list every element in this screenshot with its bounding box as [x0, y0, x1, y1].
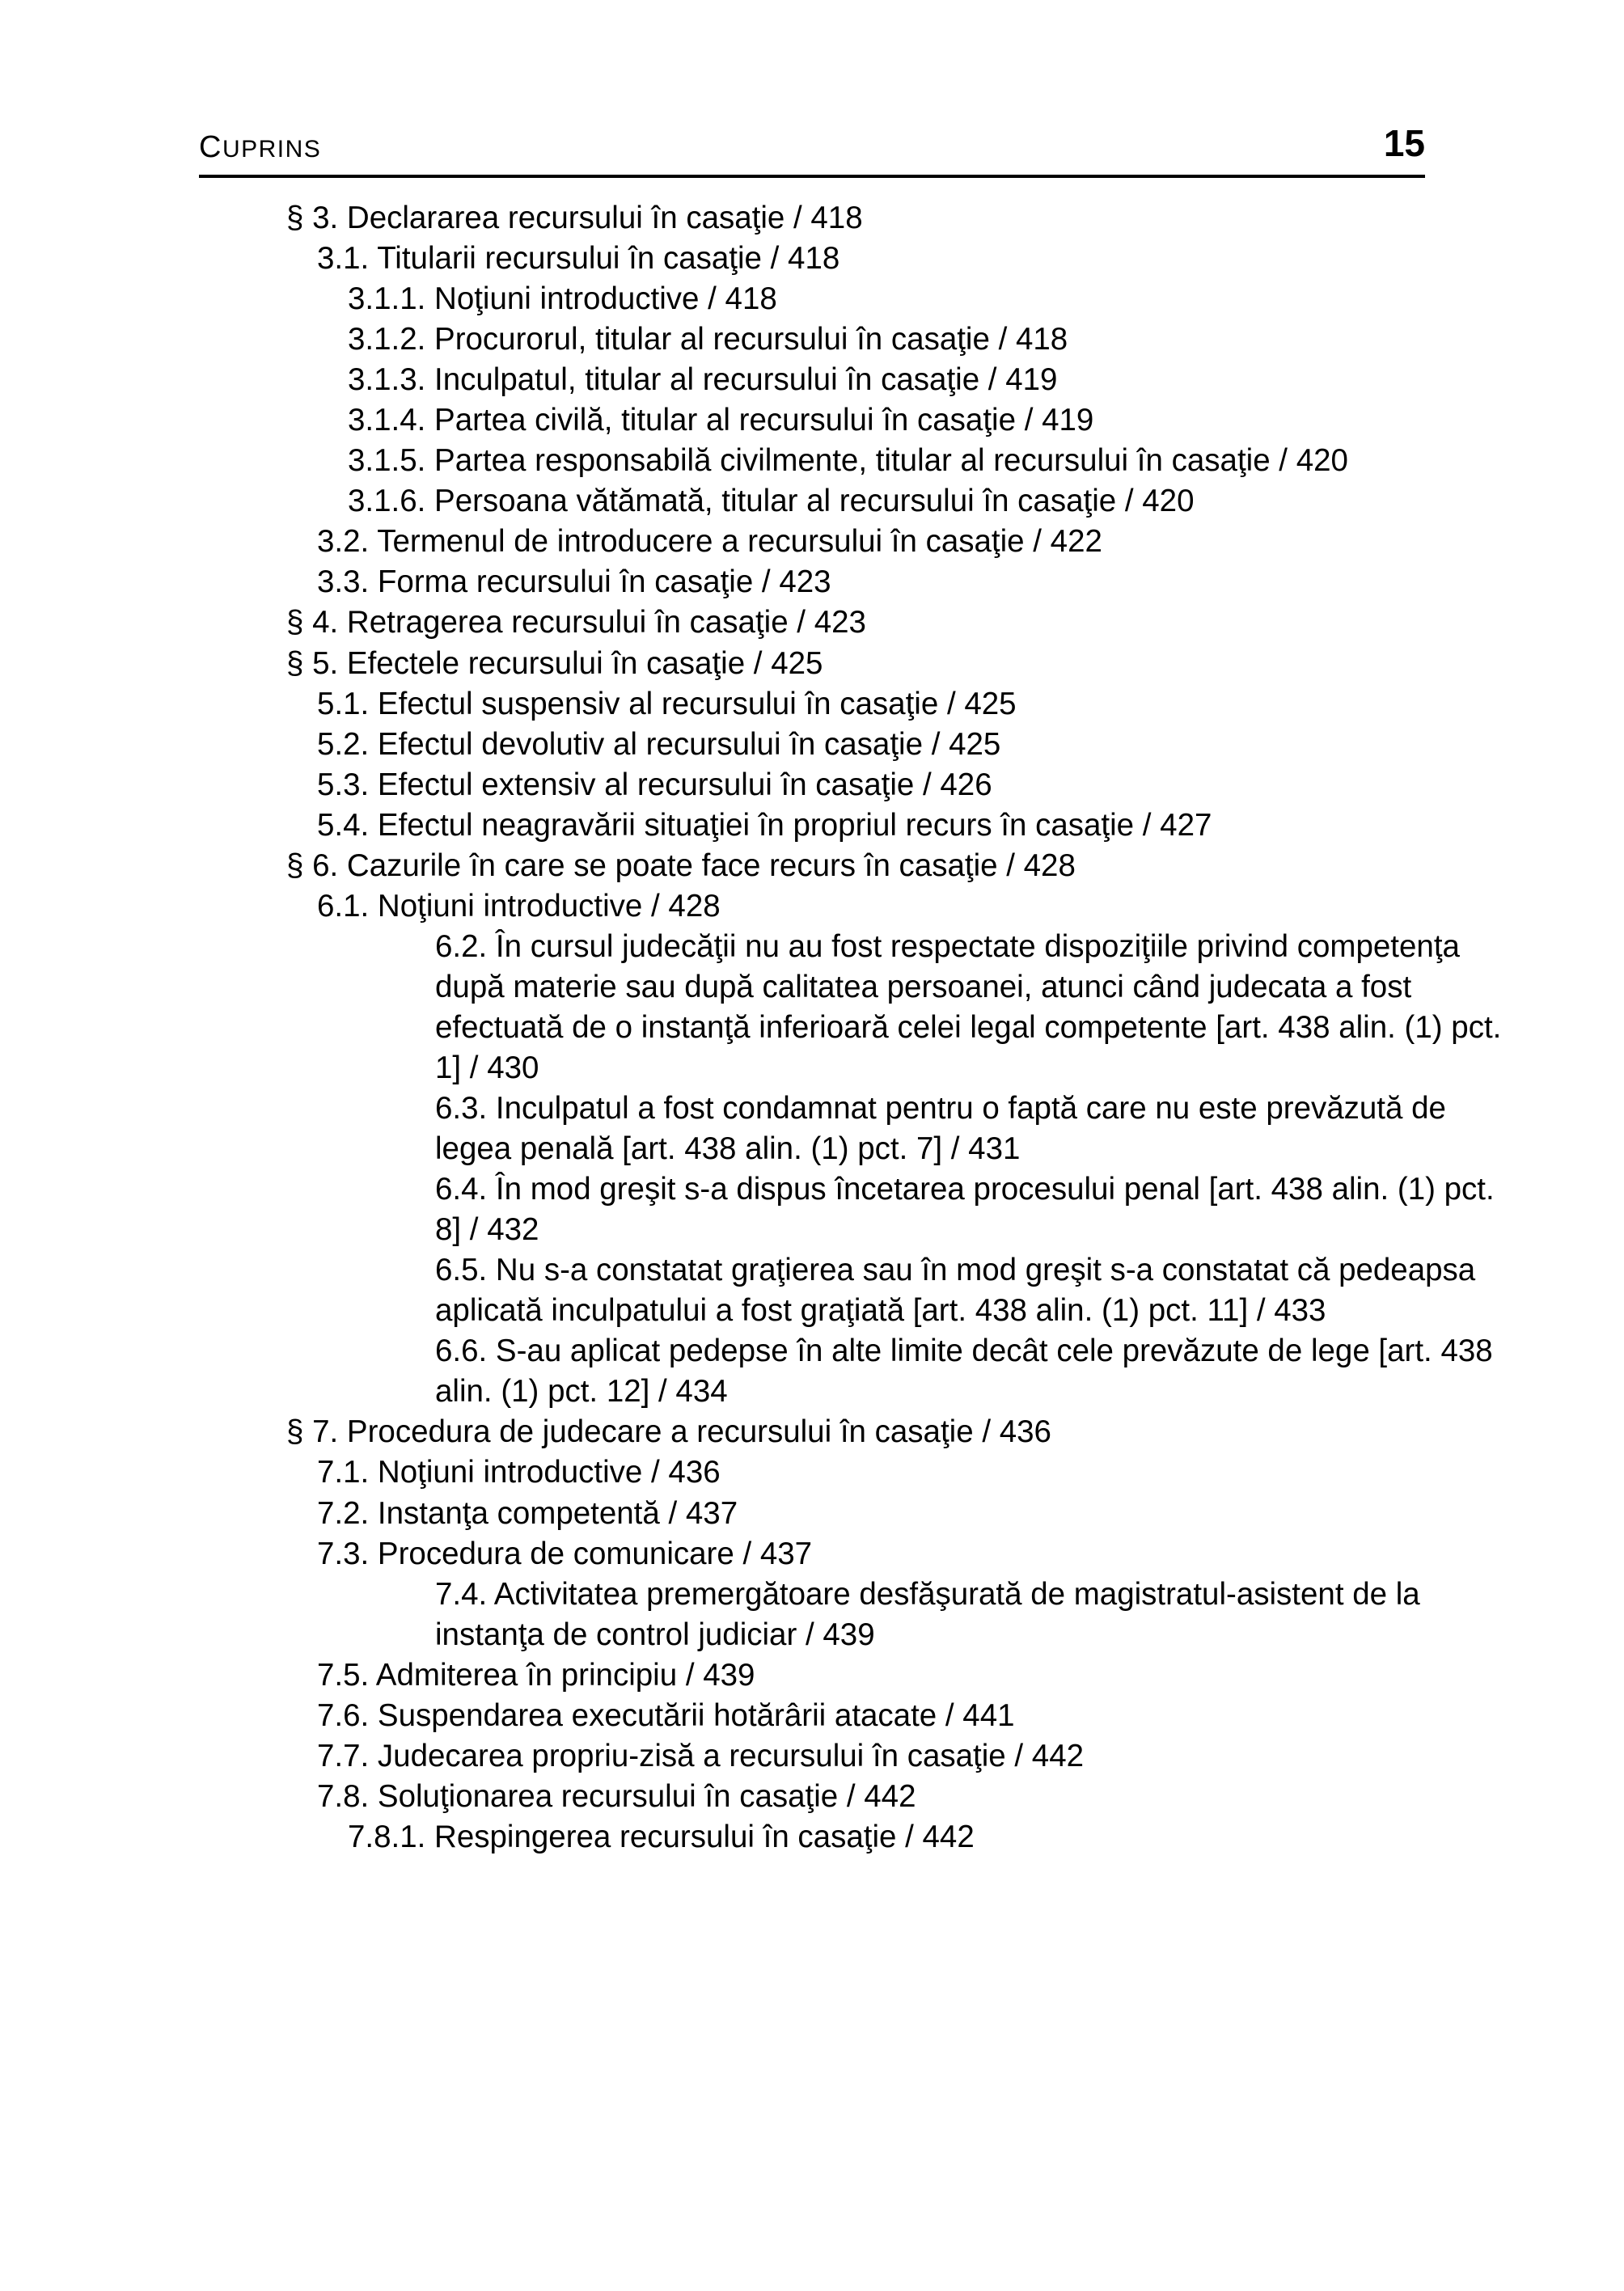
- toc-entry: 7.8.1. Respingerea recursului în casaţie / 442: [348, 1819, 975, 1854]
- page-header: [199, 121, 1425, 178]
- toc-entry: 5.3. Efectul extensiv al recursului în casaţie / 426: [317, 767, 992, 802]
- page-number: 15: [1383, 122, 1425, 164]
- toc-entry: § 7. Procedura de judecare a recursului în casaţie / 436: [286, 1414, 1051, 1450]
- toc-entry: 3.1.4. Partea civilă, titular al recursului în casaţie / 419: [348, 403, 1094, 438]
- toc-entry: 5.2. Efectul devolutiv al recursului în casaţie / 425: [317, 726, 1001, 762]
- toc-entry: 7.1. Noţiuni introductive / 436: [317, 1455, 721, 1490]
- toc-entry: 5.1. Efectul suspensiv al recursului în casaţie / 425: [317, 686, 1017, 721]
- toc-entry: 6.5. Nu s-a constatat graţierea sau în mod greşit s-a constatat că pedeapsa aplicată inculpatului a fost graţiată [art. 438 alin. (1) pct. 11] / 433: [435, 1253, 1476, 1329]
- toc-entry: 7.2. Instanţa competentă / 437: [317, 1495, 738, 1531]
- toc-entry: 3.1.3. Inculpatul, titular al recursului în casaţie / 419: [348, 362, 1058, 398]
- toc-entry: 6.1. Noţiuni introductive / 428: [317, 888, 721, 924]
- toc-entry: 6.4. În mod greşit s-a dispus încetarea procesului penal [art. 438 alin. (1) pct. 8] / 432: [435, 1172, 1495, 1248]
- running-head-text: UPRINS: [222, 136, 322, 163]
- toc-entry: 3.1.1. Noţiuni introductive / 418: [348, 281, 777, 317]
- toc-entry: 3.3. Forma recursului în casaţie / 423: [317, 564, 831, 600]
- toc-entry: 3.2. Termenul de introducere a recursului în casaţie / 422: [317, 524, 1102, 560]
- toc-entry: 6.6. S-au aplicat pedepse în alte limite decât cele prevăzute de lege [art. 438 alin. (1) pct. 12] / 434: [435, 1334, 1493, 1410]
- toc-entry: 7.4. Activitatea premergătoare desfăşurată de magistratul-asistent de la instanţa de control judiciar / 439: [435, 1576, 1420, 1652]
- toc-entry: 5.4. Efectul neagravării situaţiei în propriul recurs în casaţie / 427: [317, 807, 1212, 843]
- toc-entry: § 6. Cazurile în care se poate face recurs în casaţie / 428: [286, 848, 1076, 883]
- toc-entry: § 5. Efectele recursului în casaţie / 425: [286, 645, 823, 681]
- running-head: [199, 130, 321, 165]
- toc-entry: 7.3. Procedura de comunicare / 437: [317, 1536, 813, 1571]
- toc-entry: § 4. Retragerea recursului în casaţie / 423: [286, 605, 866, 640]
- toc-entry: 3.1.6. Persoana vătămată, titular al recursului în casaţie / 420: [348, 484, 1195, 519]
- toc-entry: 3.1. Titularii recursului în casaţie / 418: [317, 241, 840, 277]
- toc-entry: 3.1.5. Partea responsabilă civilmente, titular al recursului în casaţie / 420: [348, 443, 1348, 479]
- table-of-contents: [199, 198, 1503, 1858]
- toc-entry: 7.7. Judecarea propriu-zisă a recursului în casaţie / 442: [317, 1738, 1085, 1773]
- toc-entry: 6.3. Inculpatul a fost condamnat pentru o faptă care nu este prevăzută de legea penală [art. 438 alin. (1) pct. 7] / 431: [435, 1091, 1446, 1167]
- toc-entry: 6.2. În cursul judecăţii nu au fost respectate dispoziţiile privind competenţa după materie sau după calitatea persoanei, atunci când judecata a fost efectuată de o instanţă inferioară celei legal competente [art. 438 alin. (1) pct. 1] / 430: [435, 928, 1502, 1085]
- toc-entry: 7.8. Soluţionarea recursului în casaţie / 442: [317, 1778, 916, 1814]
- toc-entry: 3.1.2. Procurorul, titular al recursului în casaţie / 418: [348, 322, 1068, 357]
- toc-entry: § 3. Declararea recursului în casaţie / 418: [286, 201, 863, 235]
- toc-entry: 7.5. Admiterea în principiu / 439: [317, 1657, 755, 1693]
- toc-entry: 7.6. Suspendarea executării hotărârii atacate / 441: [317, 1697, 1015, 1733]
- running-head-initial: C: [199, 130, 222, 164]
